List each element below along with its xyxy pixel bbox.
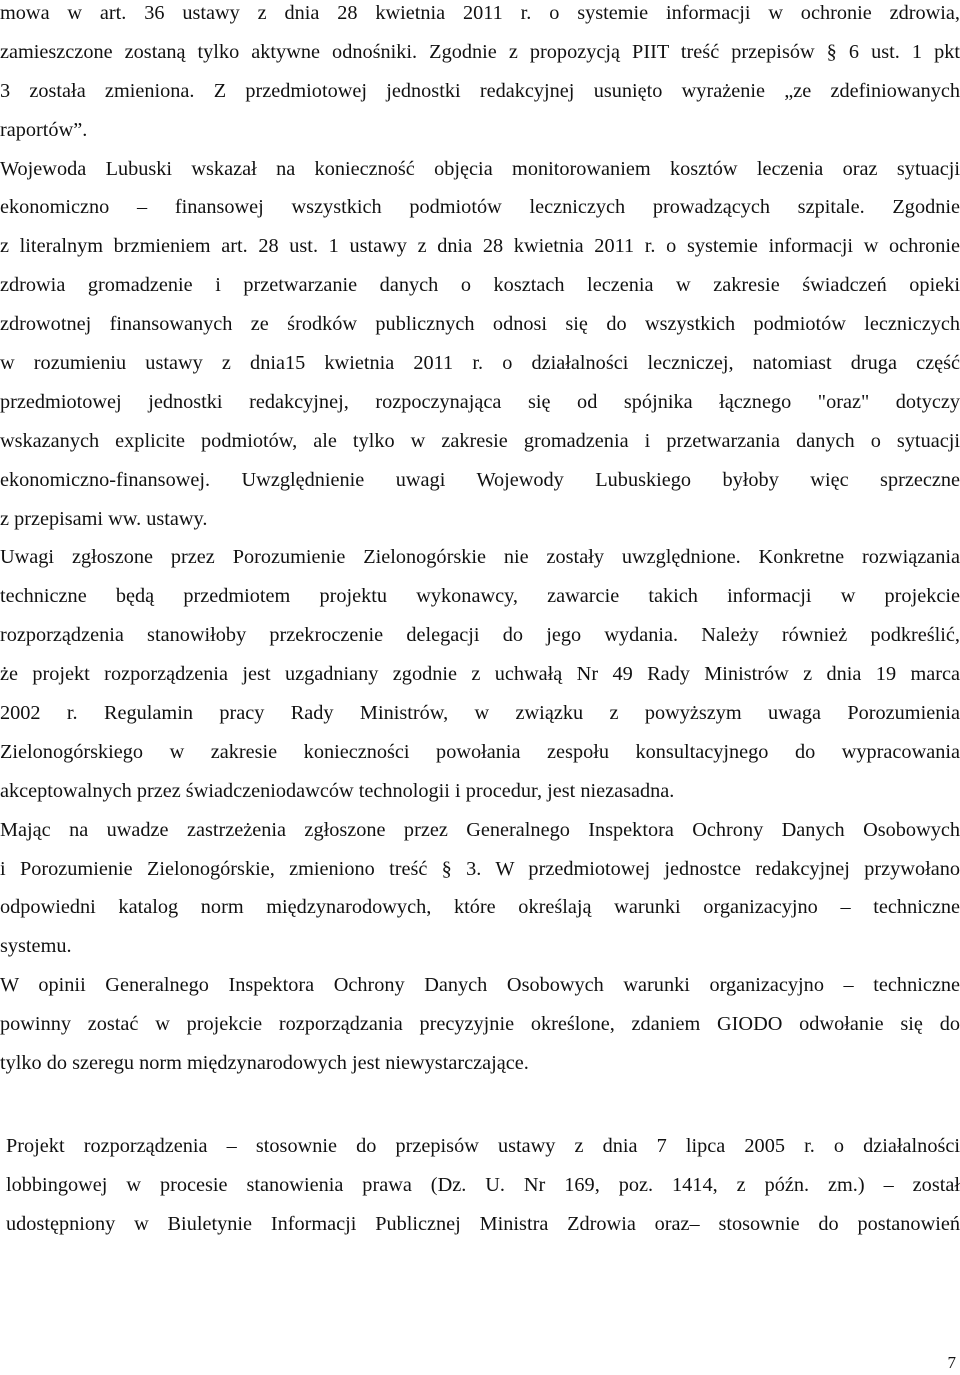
text-line: mowa w art. 36 ustawy z dnia 28 kwietnia 2011 r. o systemie informacji w ochronie zdrowia, bbox=[0, 2, 960, 24]
text-line: raportów”. bbox=[0, 118, 88, 141]
text-line: Uwagi zgłoszone przez Porozumienie Zielonogórskie nie zostały uwzględnione. Konkretne rozwiązania bbox=[0, 546, 960, 569]
text-line: rozporządzenia stanowiłoby przekroczenie delegacji do jego wydania. Należy również podkreślić, bbox=[0, 624, 960, 647]
text-line: systemu. bbox=[0, 935, 72, 958]
text-line: wskazanych explicite podmiotów, ale tylko w zakresie gromadzenia i przetwarzania danych o sytuacji bbox=[0, 429, 960, 452]
page-number: 7 bbox=[947, 1353, 956, 1372]
text-line: przedmiotowej jednostki redakcyjnej, rozpoczynająca się od spójnika łącznego "oraz" dotyczy bbox=[0, 390, 960, 413]
text-line: Mając na uwadze zastrzeżenia zgłoszone przez Generalnego Inspektora Ochrony Danych Osobowych bbox=[0, 818, 960, 841]
text-line: 3 została zmieniona. Z przedmiotowej jednostki redakcyjnej usunięto wyrażenie „ze zdefiniowanych bbox=[0, 79, 960, 102]
text-line: że projekt rozporządzenia jest uzgadniany zgodnie z uchwałą Nr 49 Rady Ministrów z dnia 19 marca bbox=[0, 663, 960, 686]
text-line: zdrowia gromadzenie i przetwarzanie danych o kosztach leczenia w zakresie świadczeń opieki bbox=[0, 274, 960, 297]
text-line: Wojewoda Lubuski wskazał na konieczność objęcia monitorowaniem kosztów leczenia oraz sytuacji bbox=[0, 157, 960, 180]
text-line: tylko do szeregu norm międzynarodowych jest niewystarczające. bbox=[0, 1052, 529, 1075]
closing-paragraph bbox=[6, 1127, 960, 1244]
text-line: lobbingowej w procesie stanowienia prawa (Dz. U. Nr 169, poz. 1414, z późn. zm.) – został bbox=[6, 1173, 960, 1196]
text-line: i Porozumienie Zielonogórskie, zmieniono treść § 3. W przedmiotowej jednostce redakcyjnej przywołano bbox=[0, 857, 960, 880]
text-line: W opinii Generalnego Inspektora Ochrony Danych Osobowych warunki organizacyjno – techniczne bbox=[0, 974, 960, 997]
text-line: techniczne będą przedmiotem projektu wykonawcy, zawarcie takich informacji w projekcie bbox=[0, 585, 960, 608]
text-line: odpowiedni katalog norm międzynarodowych, które określają warunki organizacyjno – techniczne bbox=[0, 896, 960, 919]
text-line: akceptowalnych przez świadczeniodawców technologii i procedur, jest niezasadna. bbox=[0, 779, 675, 802]
text-line: 2002 r. Regulamin pracy Rady Ministrów, w związku z powyższym uwaga Porozumienia bbox=[0, 702, 960, 725]
text-line: udostępniony w Biuletynie Informacji Publicznej Ministra Zdrowia oraz– stosownie do postanowień bbox=[6, 1212, 960, 1235]
text-line: ekonomiczno-finansowej. Uwzględnienie uwagi Wojewody Lubuskiego byłoby więc sprzeczne bbox=[0, 468, 960, 491]
text-line: w rozumieniu ustawy z dnia15 kwietnia 2011 r. o działalności leczniczej, natomiast druga część bbox=[0, 352, 960, 375]
text-line: z przepisami ww. ustawy. bbox=[0, 507, 208, 530]
text-line: ekonomiczno – finansowej wszystkich podmiotów leczniczych prowadzących szpitale. Zgodnie bbox=[0, 196, 960, 219]
text-line: zamieszczone zostaną tylko aktywne odnośniki. Zgodnie z propozycją PIIT treść przepisów § 6 ust. 1 pkt bbox=[0, 40, 960, 63]
text-line: powinny zostać w projekcie rozporządzania precyzyjnie określone, zdaniem GIODO odwołanie się do bbox=[0, 1013, 960, 1036]
text-line: zdrowotnej finansowanych ze środków publicznych odnosi się do wszystkich podmiotów leczniczych bbox=[0, 313, 960, 336]
text-line: Projekt rozporządzenia – stosownie do przepisów ustawy z dnia 7 lipca 2005 r. o działalności bbox=[6, 1135, 960, 1157]
text-line: Zielonogórskiego w zakresie konieczności powołania zespołu konsultacyjnego do wypracowania bbox=[0, 740, 960, 763]
text-line: z literalnym brzmieniem art. 28 ust. 1 ustawy z dnia 28 kwietnia 2011 r. o systemie informacji w ochronie bbox=[0, 235, 960, 258]
